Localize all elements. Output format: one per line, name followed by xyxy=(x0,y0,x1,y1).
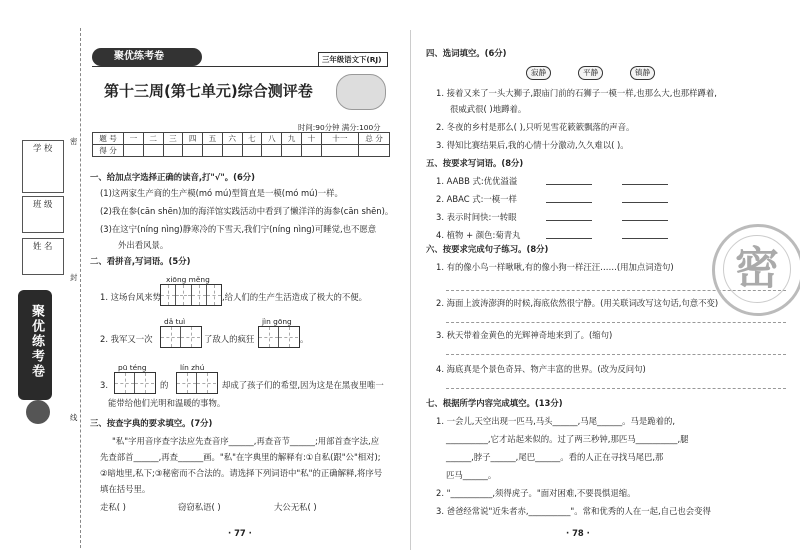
q2-2-text-c: 。 xyxy=(300,334,309,344)
s6-answer-3[interactable] xyxy=(446,354,786,355)
s6-q4: 4. 海底真是个景色奇异、物产丰富的世界。(改为反问句) xyxy=(436,364,646,374)
class-field[interactable] xyxy=(22,212,64,233)
s5-item-1: 1. AABB 式:优优溢溢 xyxy=(436,176,518,186)
s7-line-4[interactable]: 匹马______。 xyxy=(446,470,497,480)
pinyin-3b: lín zhú xyxy=(180,363,205,372)
char-grid-1[interactable] xyxy=(160,284,222,306)
char-grid-3[interactable] xyxy=(258,326,300,348)
pinyin-3a: pū téng xyxy=(118,363,147,372)
char-grid-4[interactable] xyxy=(114,372,156,394)
vertical-brand-logo: 聚优练考卷 xyxy=(18,290,52,400)
s7-line-3[interactable]: ______,脖子______,尾巴______。看的人正在寻找马尾巴,那 xyxy=(446,452,664,462)
seal-dashed-line xyxy=(80,28,81,548)
pinyin-2b: jìn gōng xyxy=(262,317,292,326)
s7-line-5[interactable]: 2. "__________,须得虎子。"面对困难,不要畏惧退缩。 xyxy=(436,488,636,498)
binding-margin xyxy=(0,0,84,560)
kids-illustration xyxy=(336,74,386,110)
score-header-row: 题 号 一 二 三 四 五 六 七 八 九 十 十一 总 分 xyxy=(93,133,390,145)
q2-3-text-c: 却成了孩子们的希望,因为这是在黑夜里唯一 xyxy=(222,380,384,390)
s3-line-4: 填在括号里。 xyxy=(100,484,151,494)
s3-line-3: ②暗地里,私下;③秘密而不合法的。请选择下列词语中"私"的正确解释,将序号 xyxy=(100,468,383,478)
char-grid-2[interactable] xyxy=(160,326,202,348)
pinyin-2a: dǎ tuì xyxy=(164,317,186,326)
s4-line-4[interactable]: 3. 得知比赛结果后,我的心情十分激动,久久难以( )。 xyxy=(436,140,629,150)
exam-title: 第十三周(第七单元)综合测评卷 xyxy=(104,82,313,100)
s4-line-2[interactable]: 很威武很( )地蹲着。 xyxy=(450,104,527,114)
s7-line-1[interactable]: 1. 一会儿,天空出现一匹马,马头______,马尾______。马是跪着的, xyxy=(436,416,676,426)
school-label: 学 校 xyxy=(22,140,64,158)
word-chip-3: 镇静 xyxy=(630,66,655,80)
section-2-title: 二、看拼音,写词语。(5分) xyxy=(90,256,191,266)
section-1-title: 一、给加点字选择正确的读音,打"√"。(6分) xyxy=(90,172,255,182)
class-label: 班 级 xyxy=(22,196,64,214)
s6-q1: 1. 有的像小鸟一样啾啾,有的像小狗一样汪汪……(用加点词造句) xyxy=(436,262,674,272)
s5-item-2: 2. ABAC 式:一模一样 xyxy=(436,194,517,204)
q2-3-text-b: 的 xyxy=(160,380,169,390)
s3-fill-1[interactable]: 走私( ) xyxy=(100,502,126,512)
page-divider xyxy=(410,30,411,550)
word-chip-1: 寂静 xyxy=(526,66,551,80)
brand-logo: 聚优练考卷 xyxy=(92,48,202,66)
score-table xyxy=(92,132,390,157)
s5-blank-4a[interactable] xyxy=(546,238,592,239)
seal-mark-3: 线 xyxy=(70,413,78,422)
s5-blank-3b[interactable] xyxy=(622,220,668,221)
s1-line-1: (1)这两家生产商的生产模(mó mú)型简直是一模(mó mú)一样。 xyxy=(100,188,343,198)
name-field[interactable] xyxy=(22,254,64,275)
score-input-row: 得 分 xyxy=(93,145,390,157)
globe-icon xyxy=(26,400,50,424)
section-5-title: 五、按要求写词语。(8分) xyxy=(426,158,524,168)
q2-3-text-a: 3. xyxy=(100,380,108,390)
s6-answer-2[interactable] xyxy=(446,322,786,323)
seal-mark-1: 密 xyxy=(70,137,78,146)
s5-item-3: 3. 表示时间快:一转眼 xyxy=(436,212,517,222)
section-7-title: 七、根据所学内容完成填空。(13分) xyxy=(426,398,563,408)
pinyin-1: xiōng měng xyxy=(166,275,210,284)
s4-line-3[interactable]: 2. 冬夜的乡村是那么( ),只听见雪花簌簌飘落的声音。 xyxy=(436,122,635,132)
s5-blank-1b[interactable] xyxy=(622,184,668,185)
s3-fill-3[interactable]: 大公无私( ) xyxy=(274,502,317,512)
s6-q3: 3. 秋天带着金黄色的光辉神奇地来到了。(缩句) xyxy=(436,330,613,340)
secret-stamp xyxy=(712,224,800,316)
q2-2-text-a: 2. 我军又一次 xyxy=(100,334,153,344)
word-chip-2: 平静 xyxy=(578,66,603,80)
s6-answer-4[interactable] xyxy=(446,388,786,389)
seal-mark-2: 封 xyxy=(70,273,78,282)
s5-blank-1a[interactable] xyxy=(546,184,592,185)
s6-q2: 2. 海面上波涛澎湃的时候,海底依然很宁静。(用关联词改写这句话,句意不变) xyxy=(436,298,719,308)
s7-line-2[interactable]: __________,它才站起来似的。过了两三秒钟,那匹马__________,腿 xyxy=(446,434,689,444)
page-number-right: · 78 · xyxy=(566,528,590,538)
char-grid-5[interactable] xyxy=(176,372,218,394)
s5-blank-2b[interactable] xyxy=(622,202,668,203)
s5-blank-4b[interactable] xyxy=(622,238,668,239)
s1-line-2: (2)我在参(cān shēn)加的海洋馆实践活动中看到了懒洋洋的海参(cān shēn)。 xyxy=(100,206,394,216)
s7-line-6[interactable]: 3. 爸爸经常说"近朱者赤,__________"。常和优秀的人在一起,自己也会变得 xyxy=(436,506,711,516)
q2-1-text-a: 1. 这场台风来势 xyxy=(100,292,161,302)
s5-blank-3a[interactable] xyxy=(546,220,592,221)
name-label: 姓 名 xyxy=(22,238,64,256)
s3-line-2: 先查部首______,再查______画。"私"在字典里的解释有:①自私(跟"公"相对); xyxy=(100,452,381,462)
section-4-title: 四、选词填空。(6分) xyxy=(426,48,507,58)
q2-1-text-b: ,给人们的生产生活造成了极大的不便。 xyxy=(222,292,368,302)
grade-tag: 三年级语文下(RJ) xyxy=(318,52,388,67)
section-6-title: 六、按要求完成句子练习。(8分) xyxy=(426,244,549,254)
s3-line-1: "私"字用音序查字法应先查音序______,再查音节______;用部首查字法,应 xyxy=(112,436,380,446)
section-3-title: 三、按查字典的要求填空。(7分) xyxy=(90,418,213,428)
s1-line-4: 外出看风景。 xyxy=(118,240,169,250)
school-field[interactable] xyxy=(22,156,64,193)
s1-line-3: (3)在这宁(níng nìng)静寒冷的下雪天,我们宁(níng nìng)可睡觉,也不愿意 xyxy=(100,224,377,234)
s3-fill-2[interactable]: 窃窃私语( ) xyxy=(178,502,221,512)
page-number-left: · 77 · xyxy=(228,528,252,538)
s4-line-1: 1. 接着又来了一头大狮子,跟庙门前的石狮子一模一样,也那么大,也那样蹲着, xyxy=(436,88,717,98)
s5-blank-2a[interactable] xyxy=(546,202,592,203)
s5-item-4: 4. 植物 + 颜色:菊青丸 xyxy=(436,230,521,240)
stamp-char: 密 xyxy=(735,243,779,294)
q2-3-text-d: 能带给他们光明和温暖的事物。 xyxy=(108,398,226,408)
q2-2-text-b: 了敌人的疯狂 xyxy=(204,334,255,344)
time-score: 时间:90分钟 满分:100分 xyxy=(298,123,381,132)
